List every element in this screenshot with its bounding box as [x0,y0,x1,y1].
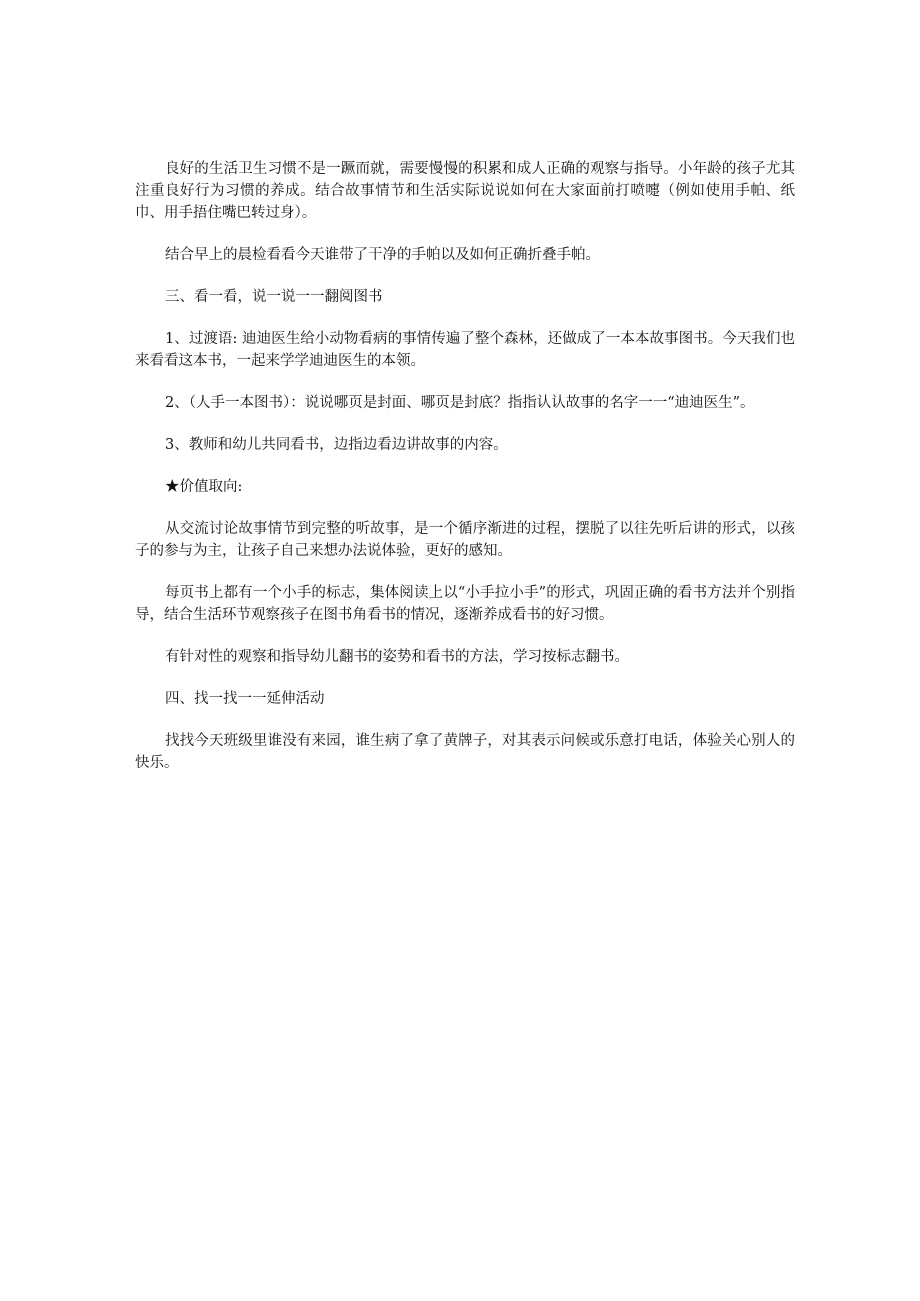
paragraph-read-together: 3、教师和幼儿共同看书，边指边看边讲故事的内容。 [165,437,508,453]
paragraph-cover-back: 2、（人手一本图书）：说说哪页是封面、哪页是封底？指指认认故事的名字一一“迪迪医生”。 [165,395,755,411]
paragraph-habits-guidance: 良好的生活卫生习惯不是一蹶而就，需要慢慢的积累和成人正确的观察与指导。小年龄的孩子尤其注重良好行为习惯的养成。结合故事情节和生活实际说说如何在大家面前打喷嚏（例如使用手帕、纸巾、用手捂住嘴巴转过身）。 [135,161,795,221]
paragraph-care-others: 找找今天班级里谁没有来园，谁生病了拿了黄牌子，对其表示问候或乐意打电话，体验关心别人的快乐。 [135,733,795,771]
paragraph-transition: 1、过渡语: 迪迪医生给小动物看病的事情传遍了整个森林，还做成了一本本故事图书。今天我们也来看看这本书，一起来学学迪迪医生的本领。 [135,331,795,369]
section-heading-extension: 四、找一找一一延伸活动 [165,691,325,707]
paragraph-hand-symbol: 每页书上都有一个小手的标志，集体阅读上以“小手拉小手”的形式，巩固正确的看书方法并个别指导，结合生活环节观察孩子在图书角看书的情况，逐渐养成看书的好习惯。 [135,585,795,623]
paragraph-progressive-process: 从交流讨论故事情节到完整的听故事，是一个循序渐进的过程，摆脱了以往先听后讲的形式，以孩子的参与为主，让孩子自己来想办法说体验，更好的感知。 [135,521,795,559]
value-orientation-heading: ★价值取向: [165,479,243,495]
paragraph-page-turning: 有针对性的观察和指导幼儿翻书的姿势和看书的方法，学习按标志翻书。 [165,649,629,665]
document-body [135,158,795,794]
section-heading-read-books: 三、看一看，说一说一一翻阅图书 [165,289,383,305]
paragraph-morning-check: 结合早上的晨检看看今天谁带了干净的手帕以及如何正确折叠手帕。 [165,247,600,263]
